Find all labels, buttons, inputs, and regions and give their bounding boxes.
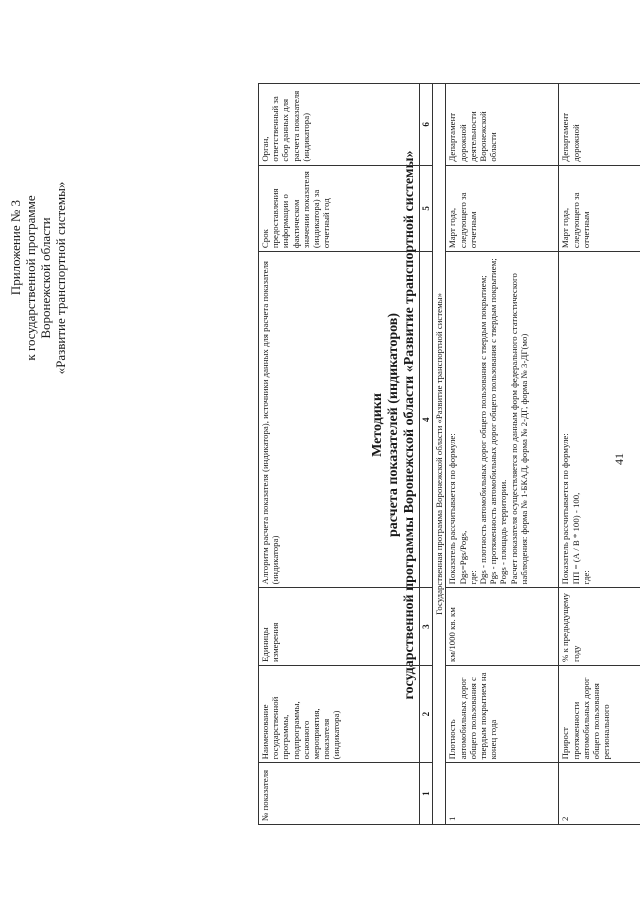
column-number: 4 bbox=[420, 252, 433, 588]
header-cell: Алгоритм расчета показателя (индикатора), источники данных для расчета показателя (индикатора) bbox=[259, 252, 420, 588]
title-line1: Методики bbox=[370, 393, 385, 457]
page-number: 41 bbox=[612, 453, 626, 465]
section-title: Государственная программа Воронежской области «Развитие транспортной системы» bbox=[433, 84, 446, 825]
methodology-table bbox=[258, 83, 640, 825]
term-cell: Март года, следующего за отчетным bbox=[559, 165, 640, 251]
header-cell: Наименование государственной программы, подпрограммы, основного мероприятия, показателя (индикатора) bbox=[259, 665, 420, 762]
column-number: 5 bbox=[420, 165, 433, 251]
formula-line: где: bbox=[580, 570, 591, 585]
organ-cell: Департамент дорожной деятельности Воронежской области bbox=[446, 84, 559, 166]
appendix-line3: Воронежской области bbox=[38, 217, 53, 339]
formula-cell bbox=[446, 252, 559, 588]
header-cell: № показателя bbox=[259, 763, 420, 825]
unit-cell: км/1000 кв. км bbox=[446, 588, 559, 666]
formula-cell bbox=[559, 252, 640, 588]
section-row bbox=[433, 84, 446, 825]
indicator-name: Прирост протяженности автомобильных дорог общего пользования регионального bbox=[559, 665, 640, 762]
row-number: 2 bbox=[559, 763, 640, 825]
appendix-line2: к государственной программе bbox=[23, 195, 38, 361]
formula-line: Расчет показателя осуществляется по данным форм федерального статистического наблюдения: форма № 1-БКАД, форма № 2-ДГ, форма № 3-ДГ(мо) bbox=[508, 273, 529, 585]
indicator-name: Плотность автомобильных дорог общего пользования с твердым покрытием на конец года bbox=[446, 665, 559, 762]
table-header-row bbox=[259, 84, 420, 825]
header-cell: Срок предоставления информации о фактическом значении показателя (индикатора) за отчетный год bbox=[259, 165, 420, 251]
formula-line: ПП = (А / В * 100) - 100, bbox=[570, 492, 581, 585]
term-cell: Март года, следующего за отчетным bbox=[446, 165, 559, 251]
header-cell: Единицы измерения bbox=[259, 588, 420, 666]
unit-cell: % к предыдущему году bbox=[559, 588, 640, 666]
appendix-line4: «Развитие транспортной системы» bbox=[53, 181, 68, 375]
title-line2: расчета показателей (индикаторов) bbox=[386, 312, 401, 538]
formula-line: Dgs=Pgs/Pogs, bbox=[457, 530, 468, 585]
header-cell: Орган, ответственный за сбор данных для расчета показателя (индикатора) bbox=[259, 84, 420, 166]
column-number-row bbox=[420, 84, 433, 825]
formula-line: Показатель рассчитывается по формуле: bbox=[447, 433, 458, 585]
row-number: 1 bbox=[446, 763, 559, 825]
organ-cell: Департамент дорожной bbox=[559, 84, 640, 166]
formula-line: где: bbox=[467, 570, 478, 585]
formula-line: Pgs - протяженность автомобильных дорог общего пользования с твердым покрытием; bbox=[488, 258, 499, 585]
table-row bbox=[446, 84, 559, 825]
formula-line: Pogs - площадь территории. bbox=[498, 479, 509, 585]
column-number: 1 bbox=[420, 763, 433, 825]
column-number: 2 bbox=[420, 665, 433, 762]
appendix-header bbox=[8, 108, 68, 448]
column-number: 6 bbox=[420, 84, 433, 166]
column-number: 3 bbox=[420, 588, 433, 666]
title-line3: государственной программы Воронежской области «Развитие транспортной системы» bbox=[402, 150, 417, 700]
formula-line: Dgs - плотность автомобильных дорог общего пользования с твердым покрытием; bbox=[478, 275, 489, 585]
appendix-line1: Приложение № 3 bbox=[8, 200, 23, 296]
formula-line: Показатель рассчитывается по формуле: bbox=[560, 433, 571, 585]
table-row bbox=[559, 84, 640, 825]
